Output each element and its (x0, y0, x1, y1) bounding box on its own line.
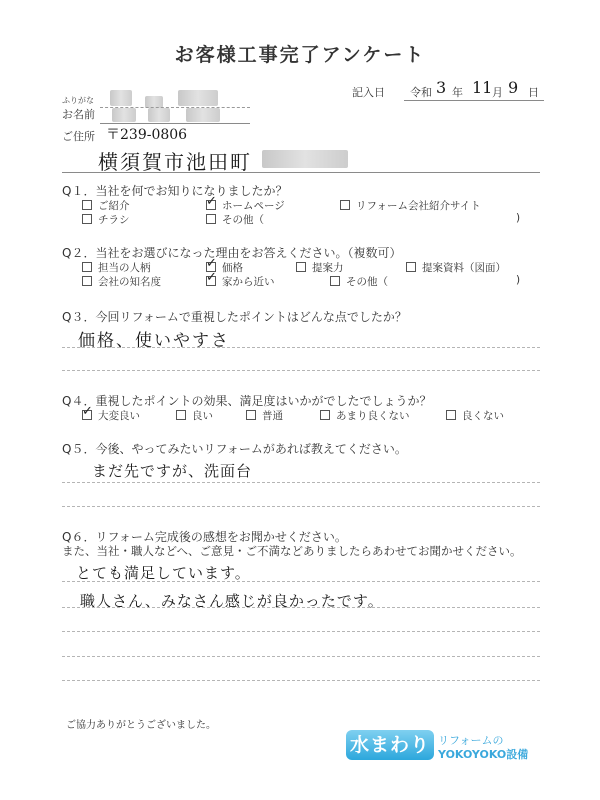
thanks-message: ご協力ありがとうございました。 (66, 720, 216, 731)
date-underline (404, 100, 544, 101)
q3-answer: 価格、使いやすさ (78, 331, 230, 351)
q6-answer-line (62, 607, 540, 608)
q2-checkbox-proposal[interactable] (296, 262, 306, 272)
q5-answer: まだ先ですが、洗面台 (92, 462, 253, 480)
q1-checkbox-flyer[interactable] (82, 214, 92, 224)
q2-checkbox-nearby[interactable] (206, 276, 216, 286)
q4-checkbox-bad[interactable] (446, 410, 456, 420)
page-title: お客様工事完了アンケート (174, 44, 426, 66)
date-label: 記入日 (352, 86, 385, 99)
q4-checkbox-good[interactable] (176, 410, 186, 420)
q2-option-staff[interactable]: 担当の人柄 (82, 260, 151, 275)
postal-code: 〒239-0806 (106, 127, 188, 143)
redacted-name (112, 108, 136, 122)
year-value: 3 (436, 78, 447, 97)
q2-checkbox-staff[interactable] (82, 262, 92, 272)
redacted-name (186, 108, 220, 122)
q2-checkbox-other[interactable] (330, 276, 340, 286)
logo-company-name: YOKOYOKO設備 (438, 748, 529, 761)
q2-checkbox-reputation[interactable] (82, 276, 92, 286)
q2-option-documents[interactable]: 提案資料（図面） (406, 260, 506, 275)
q6-answer-line-2: 職人さん、みなさん感じが良かったです。 (80, 592, 384, 610)
q1-question: Q１．当社を何でお知りになりましたか？ (62, 184, 288, 198)
q1-checkbox-homepage[interactable] (206, 200, 216, 210)
q5-answer-line (62, 482, 540, 483)
q5-answer-line (62, 506, 540, 507)
furigana-underline (100, 107, 250, 108)
company-logo: 水まわり (346, 730, 434, 760)
redacted-name (148, 108, 170, 122)
q2-option-nearby[interactable]: ✓ 家から近い (206, 274, 275, 289)
name-label: お名前 (62, 108, 95, 121)
month-value: 11 (472, 78, 493, 97)
q6-answer-line (62, 680, 540, 681)
q4-option-not-good[interactable]: あまり良くない (320, 408, 410, 423)
q2-option-reputation[interactable]: 会社の知名度 (82, 274, 161, 289)
q1-option-referral[interactable]: ご紹介 (82, 198, 130, 213)
q3-answer-line (62, 347, 540, 348)
q6-answer-line (62, 656, 540, 657)
q6-answer-line-1: とても満足しています。 (76, 564, 251, 582)
q3-answer-line (62, 370, 540, 371)
redacted-furigana (110, 90, 132, 106)
logo-subtitle: リフォームの (438, 734, 504, 747)
q1-checkbox-referral[interactable] (82, 200, 92, 210)
q6-question-note: また、当社・職人などへ、ご意見・ご不満などありましたらあわせてお聞かせください。 (62, 544, 522, 558)
q6-answer-line (62, 631, 540, 632)
q4-option-good[interactable]: 良い (176, 408, 213, 423)
q1-option-flyer[interactable]: チラシ (82, 212, 130, 227)
q1-checkbox-referral-site[interactable] (340, 200, 350, 210)
address-label: ご住所 (62, 130, 95, 143)
address-underline (62, 172, 540, 173)
redacted-furigana (178, 90, 218, 106)
q4-checkbox-very-good[interactable] (82, 410, 92, 420)
q2-checkbox-documents[interactable] (406, 262, 416, 272)
q4-option-average[interactable]: 普通 (246, 408, 283, 423)
q1-option-other[interactable]: その他（ (206, 212, 264, 227)
q4-option-bad[interactable]: 良くない (446, 408, 504, 423)
q6-question: Q６．リフォーム完成後の感想をお聞かせください。 (62, 530, 347, 544)
q1-checkbox-other[interactable] (206, 214, 216, 224)
q4-checkbox-not-good[interactable] (320, 410, 330, 420)
q4-option-very-good[interactable]: ✓大変良い (82, 408, 140, 423)
q1-option-homepage[interactable]: ✓ ホームページ (206, 198, 285, 213)
q1-close-paren: ) (516, 212, 521, 224)
q2-option-proposal[interactable]: 提案力 (296, 260, 344, 275)
q5-question: Q５．今後、やってみたいリフォームがあれば教えてください。 (62, 442, 407, 456)
furigana-label: ふりがな (62, 96, 94, 105)
q1-option-referral-site[interactable]: リフォーム会社紹介サイト (340, 198, 481, 213)
q3-question: Q３．今回リフォームで重視したポイントはどんな点でしたか？ (62, 310, 407, 324)
year-unit: 年 (452, 86, 463, 99)
month-unit: 月 (492, 86, 503, 99)
q4-question: Q４．重視したポイントの効果、満足度はいかがでしたでしょうか？ (62, 394, 432, 408)
q2-close-paren: ) (516, 274, 521, 286)
redacted-address (262, 150, 348, 168)
q4-checkbox-average[interactable] (246, 410, 256, 420)
q6-answer-line (62, 581, 540, 582)
era-label: 令和 (410, 86, 432, 99)
day-value: 9 (508, 78, 519, 97)
q2-question: Q２．当社をお選びになった理由をお答えください。（複数可） (62, 246, 402, 260)
q2-option-price[interactable]: ✓ 価格 (206, 260, 243, 275)
address-value: 横須賀市池田町 (98, 150, 252, 174)
q2-option-other[interactable]: その他（ (330, 274, 388, 289)
day-unit: 日 (528, 86, 539, 99)
